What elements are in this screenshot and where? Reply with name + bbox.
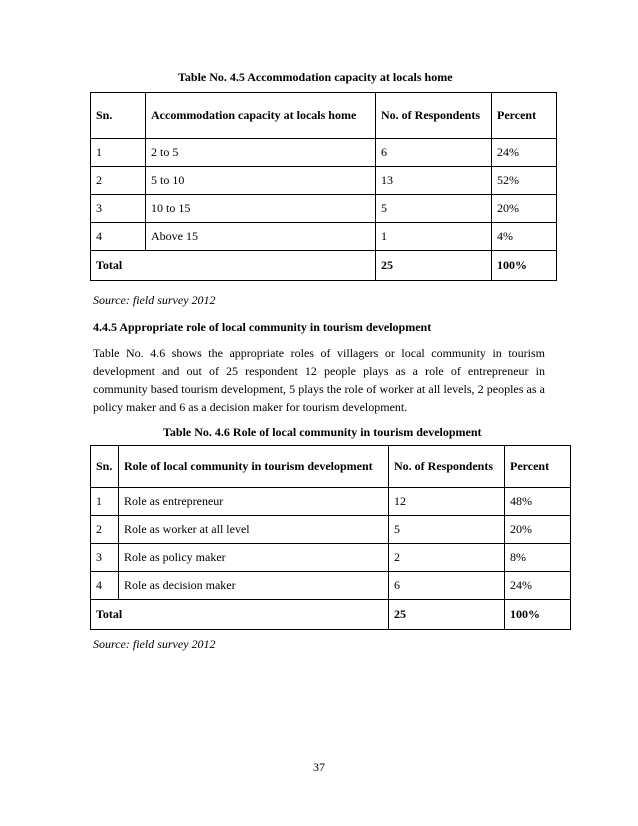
table-row (91, 223, 557, 251)
table1-cell-percent: 52% (492, 167, 557, 195)
table1-total-label: Total (91, 251, 376, 281)
table1-header-capacity: Accommodation capacity at locals home (146, 93, 376, 139)
table2 (90, 445, 571, 630)
table2-cell-percent: 8% (505, 544, 571, 572)
table2-total-row (91, 600, 571, 630)
table2-cell-percent: 48% (505, 488, 571, 516)
table1-cell-capacity: 5 to 10 (146, 167, 376, 195)
table1-cell-capacity: 10 to 15 (146, 195, 376, 223)
table2-total-label: Total (91, 600, 389, 630)
table1-header-row (91, 93, 557, 139)
table2-cell-respondents: 12 (389, 488, 505, 516)
table-row (91, 167, 557, 195)
table1-cell-respondents: 6 (376, 139, 492, 167)
table2-header-respondents: No. of Respondents (389, 446, 505, 488)
table2-cell-sn: 4 (91, 572, 119, 600)
table2-cell-respondents: 5 (389, 516, 505, 544)
page-number: 37 (313, 760, 325, 774)
table1-total-respondents: 25 (376, 251, 492, 281)
section-paragraph: Table No. 4.6 shows the appropriate roles of villagers or local community in tourism development and out of 25 respondent 12 people plays as a role of entrepreneur in community based tourism development, 5 plays the role of worker at all levels, 2 peoples as a policy maker and 6 as a decision maker for tourism development. (93, 346, 545, 414)
table1-cell-sn: 2 (91, 167, 146, 195)
table-row (91, 572, 571, 600)
table2-cell-role: Role as worker at all level (119, 516, 389, 544)
table2-cell-role: Role as policy maker (119, 544, 389, 572)
table2-cell-role: Role as decision maker (119, 572, 389, 600)
table2-header-row (91, 446, 571, 488)
section-heading: 4.4.5 Appropriate role of local community in tourism development (93, 320, 432, 334)
table-row (91, 195, 557, 223)
table2-header-sn: Sn. (91, 446, 119, 488)
table2-header-role: Role of local community in tourism development (119, 446, 389, 488)
table2-total-percent: 100% (505, 600, 571, 630)
table-row (91, 544, 571, 572)
table-row (91, 516, 571, 544)
table2-source: Source: field survey 2012 (93, 637, 216, 651)
table1-cell-percent: 24% (492, 139, 557, 167)
table1-header-respondents: No. of Respondents (376, 93, 492, 139)
table1-cell-capacity: Above 15 (146, 223, 376, 251)
table-row (91, 139, 557, 167)
table2-cell-percent: 20% (505, 516, 571, 544)
table1-header-percent: Percent (492, 93, 557, 139)
table1-cell-percent: 4% (492, 223, 557, 251)
table1-total-row (91, 251, 557, 281)
table1-cell-respondents: 1 (376, 223, 492, 251)
table2-caption: Table No. 4.6 Role of local community in tourism development (163, 425, 482, 439)
table1-total-percent: 100% (492, 251, 557, 281)
table2-cell-role: Role as entrepreneur (119, 488, 389, 516)
table2-cell-percent: 24% (505, 572, 571, 600)
table1-cell-respondents: 5 (376, 195, 492, 223)
table1-cell-sn: 3 (91, 195, 146, 223)
table2-cell-sn: 2 (91, 516, 119, 544)
table1-cell-capacity: 2 to 5 (146, 139, 376, 167)
table1-cell-respondents: 13 (376, 167, 492, 195)
table1 (90, 92, 557, 281)
table2-cell-sn: 3 (91, 544, 119, 572)
table2-cell-respondents: 6 (389, 572, 505, 600)
table1-cell-sn: 1 (91, 139, 146, 167)
table2-cell-respondents: 2 (389, 544, 505, 572)
table1-source: Source: field survey 2012 (93, 293, 216, 307)
table1-cell-sn: 4 (91, 223, 146, 251)
table1-caption: Table No. 4.5 Accommodation capacity at locals home (178, 70, 453, 84)
table1-cell-percent: 20% (492, 195, 557, 223)
table2-total-respondents: 25 (389, 600, 505, 630)
table2-cell-sn: 1 (91, 488, 119, 516)
table1-header-sn: Sn. (91, 93, 146, 139)
table2-header-percent: Percent (505, 446, 571, 488)
table-row (91, 488, 571, 516)
